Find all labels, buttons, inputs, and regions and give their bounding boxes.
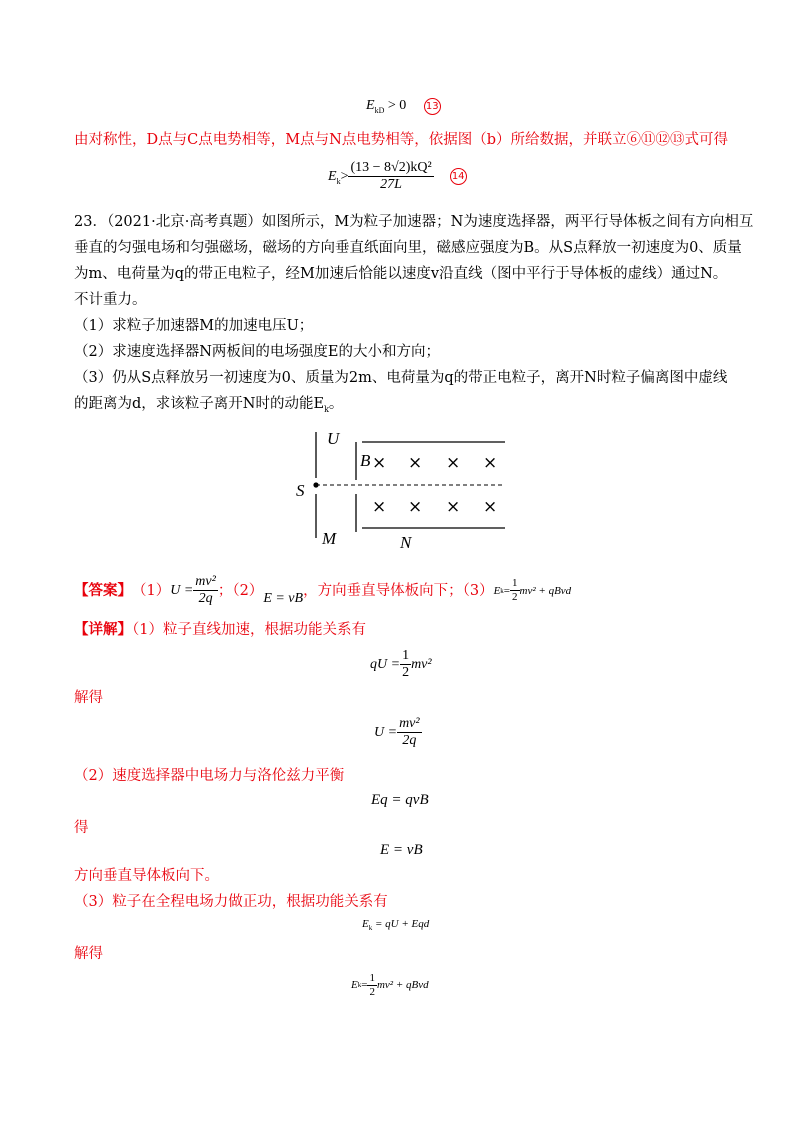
detail-eq-4: E = vB: [380, 842, 423, 858]
answer-u-formula: U = $\frac{\text{mv²}}{2q}$: [170, 574, 216, 607]
cross-icon: ×: [446, 497, 461, 517]
problem-line-2: 垂直的匀强电场和匀强磁场，磁场的方向垂直纸面向里，磁感应强度为B。从S点释放一初速度为0、质量: [74, 240, 742, 256]
detail-direction: 方向垂直导体板向下。: [74, 868, 219, 884]
label-n: N: [400, 533, 412, 552]
answer-line: 【答案】 （1） U = $\frac{\text{mv²}}{2q}$ ；（2） E = vB ，方向垂直导体板向下；（3） E k = $\frac{1}{2}$ mv² + qBvd: [74, 574, 571, 607]
equation-number-13: 13: [424, 98, 441, 115]
equation-number-14: 14: [450, 168, 467, 185]
cross-icon: ×: [446, 453, 461, 473]
problem-line-5: （1）求粒子加速器M的加速电压U；: [74, 318, 314, 334]
answer-e-formula: E = vB: [263, 590, 304, 606]
detail-solve-2: 解得: [74, 946, 103, 962]
detail-step-1: 【详解】（1）粒子直线加速，根据功能关系有: [74, 621, 366, 638]
equation-14-fraction: $\frac{\text{(13 − 8√2)kQ²}}{27L}$: [350, 160, 432, 193]
problem-line-8: 的距离为d，求该粒子离开N时的动能$E_k$。: [74, 396, 344, 414]
point-s-dot: [313, 482, 318, 487]
answer-ek-formula: E k = $\frac{1}{2}$ mv² + qBvd: [493, 577, 572, 604]
particle-accelerator-diagram: [280, 420, 520, 560]
problem-line-3: 为m、电荷量为q的带正电粒子，经M加速后恰能以速度v沿直线（图中平行于导体板的虚线）通过N。: [74, 266, 728, 282]
equation-14: E $_k$ > $\frac{\text{(13 − 8√2)kQ²}}{27L}$ 14: [328, 160, 467, 193]
cross-icon: ×: [372, 497, 387, 517]
problem-line-6: （2）求速度选择器N两板间的电场强度E的大小和方向；: [74, 344, 440, 360]
cross-icon: ×: [372, 453, 387, 473]
detail-eq-1: qU = $\frac{1}{2}$ mv²: [370, 648, 432, 681]
detail-eq-6: E k = $\frac{1}{2}$ mv² + qBvd: [351, 972, 429, 998]
detail-get: 得: [74, 820, 89, 836]
label-m: M: [322, 529, 337, 548]
problem-line-4: 不计重力。: [74, 292, 147, 308]
detail-step-3: （3）粒子在全程电场力做正功，根据功能关系有: [74, 894, 388, 910]
detail-eq-2: U = $\frac{\text{mv²}}{2q}$: [374, 716, 420, 749]
label-b: B: [360, 451, 371, 470]
detail-eq-3: Eq = qvB: [371, 792, 429, 808]
cross-icon: ×: [483, 497, 498, 517]
problem-line-1: 23．（2021·北京·高考真题）如图所示，M为粒子加速器；N为速度选择器，两平行导体板之间有方向相互: [74, 214, 754, 230]
cross-icon: ×: [483, 453, 498, 473]
label-u: U: [327, 429, 340, 448]
detail-solve-1: 解得: [74, 690, 103, 706]
detail-step-2: （2）速度选择器中电场力与洛伦兹力平衡: [74, 768, 345, 784]
equation-13: $E_{kD} > 0$ 13: [366, 98, 441, 115]
detail-tag: 【详解】: [74, 621, 132, 638]
cross-icon: ×: [408, 497, 423, 517]
cross-icon: ×: [408, 453, 423, 473]
label-s: S: [296, 481, 305, 500]
problem-line-7: （3）仍从S点释放另一初速度为0、质量为2m、电荷量为q的带正电粒子，离开N时粒子偏离图中虚线: [74, 370, 728, 386]
answer-tag: 【答案】: [74, 581, 132, 599]
symmetry-statement: 由对称性，D点与C点电势相等，M点与N点电势相等，依据图（b）所给数据，并联立⑥⑪⑫⑬式可得: [74, 132, 729, 148]
detail-eq-5: $E_k$ = qU + Eqd: [362, 918, 430, 933]
